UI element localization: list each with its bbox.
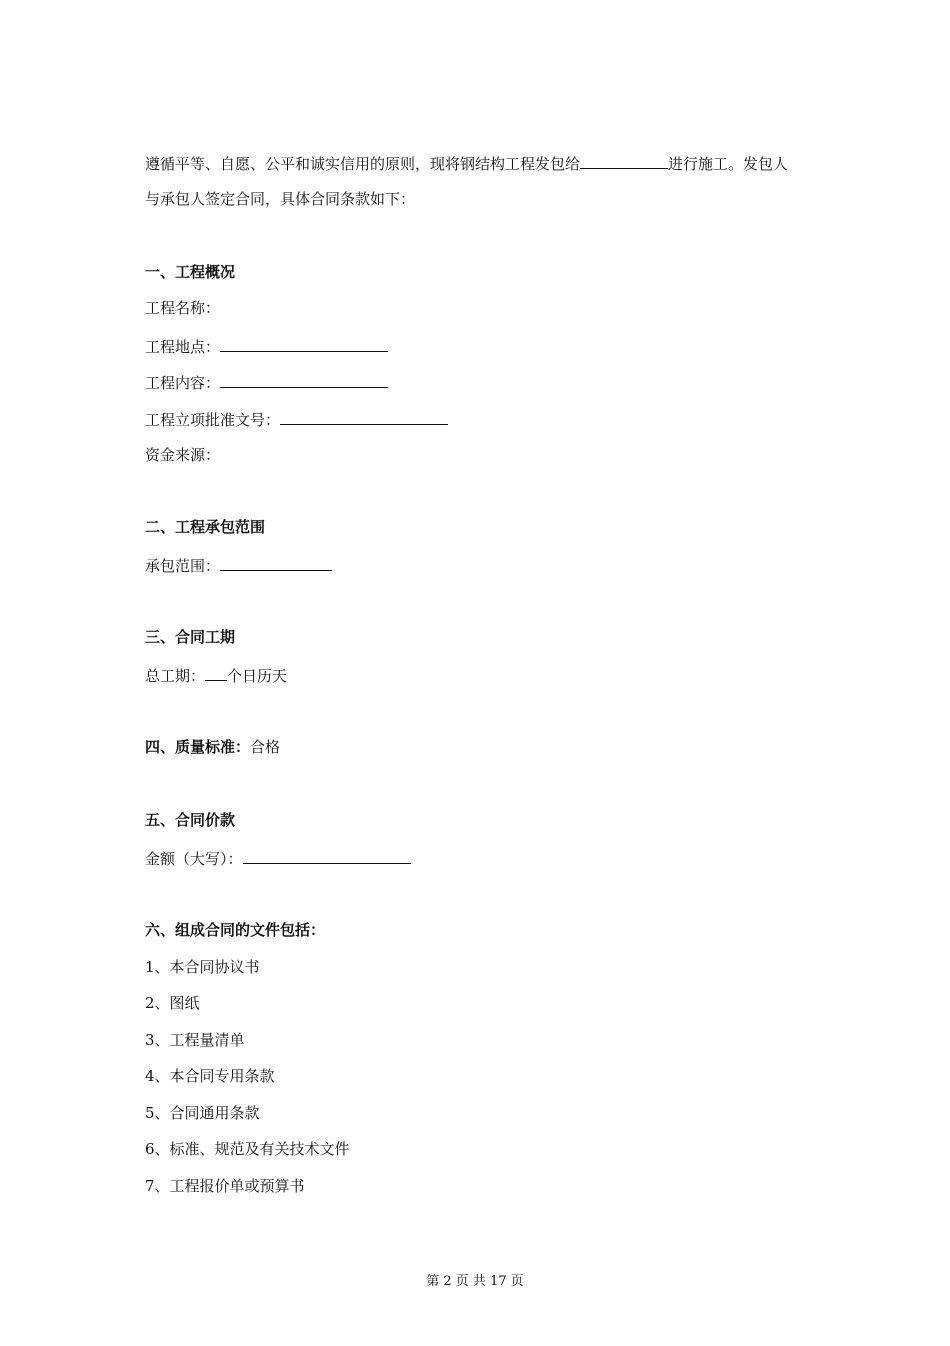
section-1-heading: 一、工程概况 xyxy=(145,263,236,281)
intro-line-2: 与承包人签定合同，具体合同条款如下： xyxy=(145,190,416,208)
section-3-heading: 三、合同工期 xyxy=(145,628,236,646)
contractor-blank xyxy=(580,152,668,169)
duration-blank xyxy=(205,664,227,681)
duration-label: 总工期： xyxy=(145,667,206,685)
quality-row xyxy=(145,737,280,757)
list-item: 1、本合同协议书 xyxy=(145,958,260,976)
list-item: 3、工程量清单 xyxy=(145,1031,245,1049)
list-item: 4、本合同专用条款 xyxy=(145,1067,275,1085)
section-5-heading: 五、合同价款 xyxy=(145,811,236,829)
project-content-row xyxy=(145,371,388,393)
section-2-heading: 二、工程承包范围 xyxy=(145,518,266,536)
approval-number-blank xyxy=(280,408,448,425)
project-content-blank xyxy=(220,371,388,388)
duration-row xyxy=(145,664,287,686)
project-content-label: 工程内容： xyxy=(145,374,221,392)
amount-blank xyxy=(243,847,411,864)
list-item: 5、合同通用条款 xyxy=(145,1104,260,1122)
section-4-heading: 四、质量标准： xyxy=(145,738,251,756)
scope-label: 承包范围： xyxy=(145,557,221,575)
approval-number-row xyxy=(145,408,448,430)
approval-number-label: 工程立项批准文号： xyxy=(145,411,281,429)
intro-text-a: 遵循平等、自愿、公平和诚实信用的原则，现将钢结构工程发包给 xyxy=(145,155,581,173)
section-6-heading: 六、组成合同的文件包括： xyxy=(145,921,326,939)
page-footer: 第 2 页 共 17 页 xyxy=(426,1274,524,1289)
list-item: 2、图纸 xyxy=(145,994,200,1012)
list-item: 7、工程报价单或预算书 xyxy=(145,1177,305,1195)
project-location-label: 工程地点： xyxy=(145,338,221,356)
list-item: 6、标准、规范及有关技术文件 xyxy=(145,1140,350,1158)
project-location-row xyxy=(145,335,388,357)
duration-suffix: 个日历天 xyxy=(227,667,288,685)
intro-line-1 xyxy=(145,152,788,174)
amount-label: 金额（大写）： xyxy=(145,850,243,868)
amount-row xyxy=(145,847,411,869)
project-name-label: 工程名称： xyxy=(145,299,221,317)
funding-source-label: 资金来源： xyxy=(145,446,221,464)
scope-row xyxy=(145,554,332,576)
scope-blank xyxy=(220,554,332,571)
intro-text-b: 进行施工。发包人 xyxy=(668,155,789,173)
quality-value: 合格 xyxy=(250,738,281,756)
project-location-blank xyxy=(220,335,388,352)
